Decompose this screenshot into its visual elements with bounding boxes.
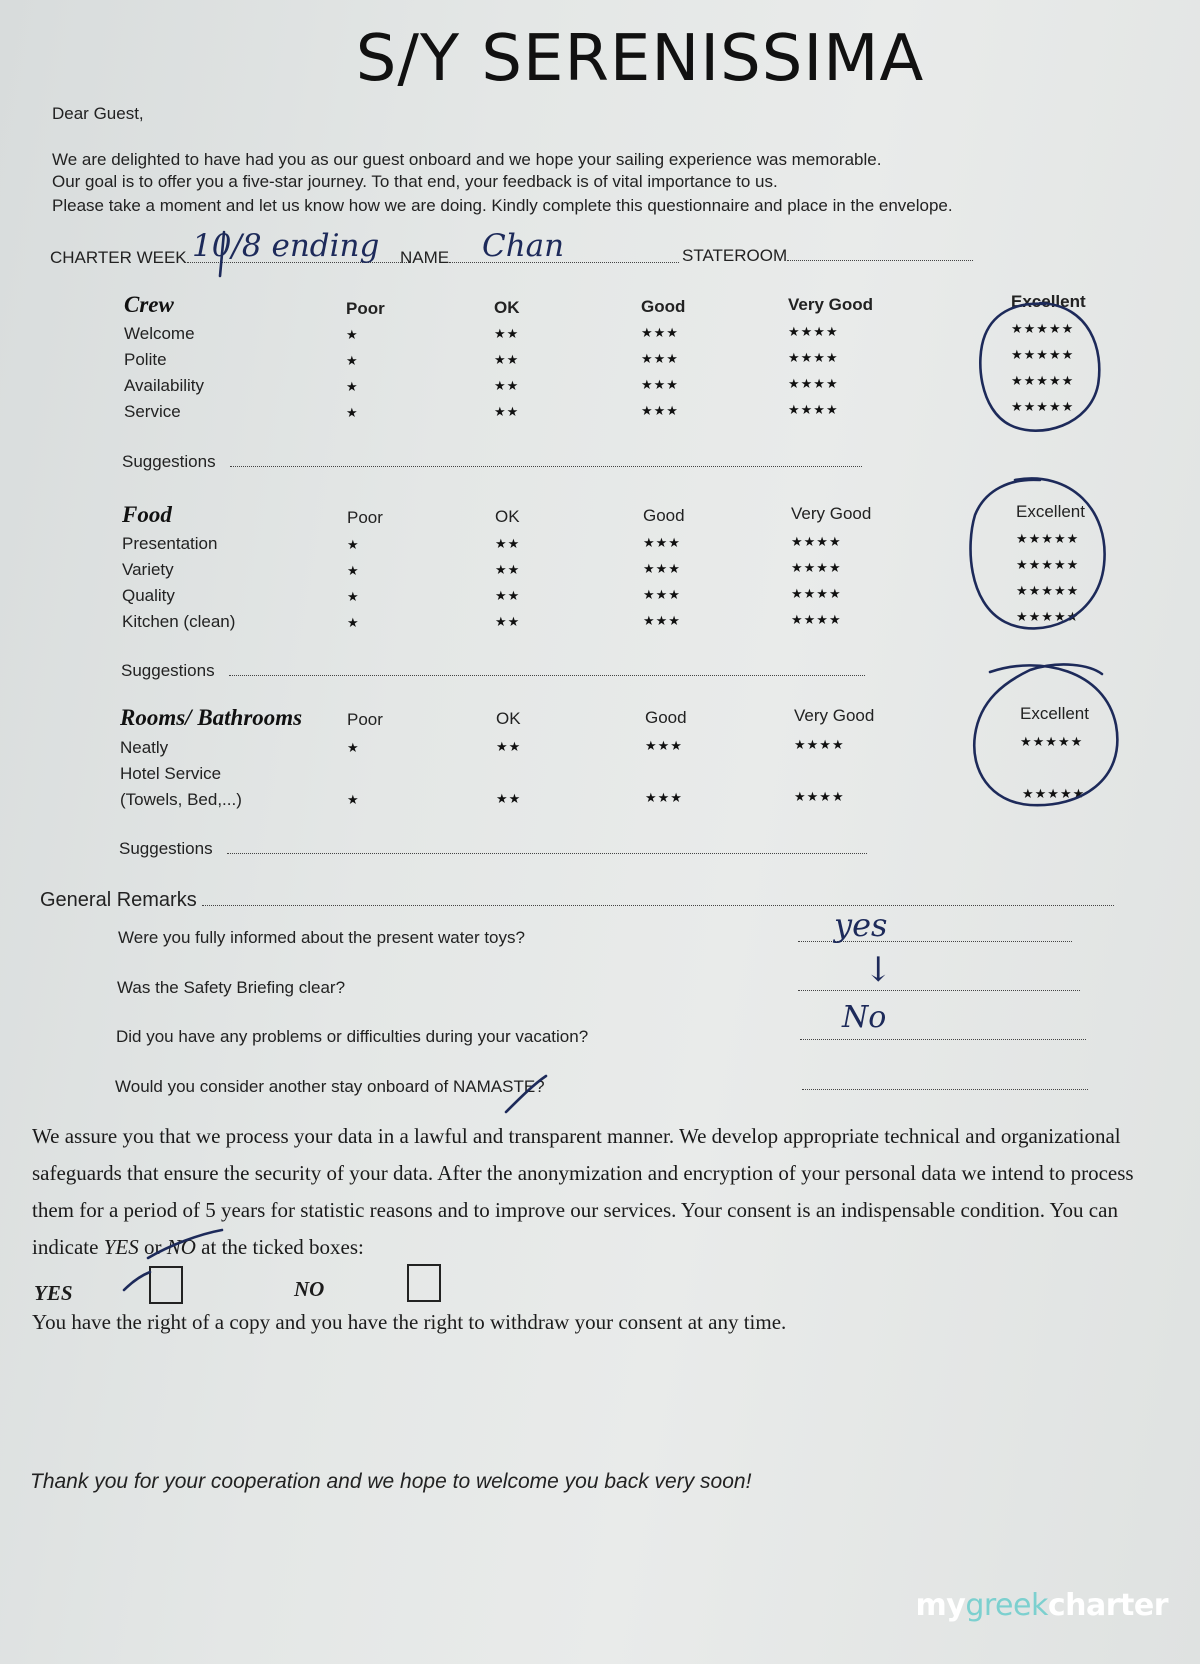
star-rating-very-good[interactable]: ★★★★: [788, 376, 839, 391]
intro-line-3: Please take a moment and let us know how we are doing. Kindly complete this questionnaire and place in the envelope.: [52, 196, 953, 215]
consent-or-word: or: [138, 1235, 167, 1259]
thank-you-note: Thank you for your cooperation and we hope to welcome you back very soon!: [30, 1470, 752, 1493]
star-rating-very-good[interactable]: ★★★★: [791, 586, 842, 601]
star-rating-poor[interactable]: ★: [347, 589, 360, 604]
general-remarks-label: General Remarks: [40, 889, 197, 911]
row-label-hotel-service: Hotel Service: [120, 764, 222, 783]
question-problems: Did you have any problems or difficulties during your vacation?: [116, 1027, 589, 1046]
answer-problems: No: [842, 1000, 887, 1035]
star-rating-poor[interactable]: ★: [347, 615, 360, 630]
star-rating-ok[interactable]: ★★: [496, 791, 522, 806]
star-rating-very-good[interactable]: ★★★★: [794, 737, 845, 752]
row-label-availability: Availability: [124, 376, 205, 395]
star-rating-good[interactable]: ★★★: [643, 535, 681, 550]
star-rating-poor[interactable]: ★: [347, 563, 360, 578]
intro-line-1: We are delighted to have had you as our guest onboard and we hope your sailing experience was memorable.: [52, 150, 882, 169]
star-rating-excellent[interactable]: ★★★★★: [1011, 347, 1075, 362]
col-poor: Poor: [347, 508, 383, 527]
excellent-circle-crew: [980, 303, 1099, 431]
stateroom-label: STATEROOM: [682, 246, 788, 265]
row-label-neatly: Neatly: [120, 738, 169, 757]
col-poor: Poor: [347, 710, 383, 729]
col-excellent: Excellent: [1020, 704, 1089, 723]
star-rating-ok[interactable]: ★★: [494, 404, 520, 419]
star-rating-good[interactable]: ★★★: [641, 351, 679, 366]
greeting: Dear Guest,: [52, 104, 144, 123]
suggestions-label: Suggestions: [119, 839, 213, 858]
star-rating-good[interactable]: ★★★: [643, 561, 681, 576]
star-rating-excellent[interactable]: ★★★★★: [1016, 557, 1080, 572]
row-label-variety: Variety: [122, 560, 174, 579]
star-rating-excellent[interactable]: ★★★★★: [1011, 321, 1075, 336]
star-rating-good[interactable]: ★★★: [643, 613, 681, 628]
col-ok: OK: [496, 709, 521, 728]
star-rating-ok[interactable]: ★★: [494, 378, 520, 393]
star-rating-good[interactable]: ★★★: [643, 587, 681, 602]
consent-no-label: NO: [294, 1277, 325, 1301]
excellent-circle-rooms: [974, 664, 1117, 805]
star-rating-excellent[interactable]: ★★★★★: [1016, 609, 1080, 624]
charter-week-label: CHARTER WEEK: [50, 248, 187, 267]
consent-text-2: at the ticked boxes:: [195, 1235, 364, 1259]
star-rating-very-good[interactable]: ★★★★: [791, 560, 842, 575]
charter-week-underline: [220, 232, 224, 276]
row-label-polite: Polite: [124, 350, 167, 369]
star-rating-excellent[interactable]: ★★★★★: [1016, 583, 1080, 598]
question-another-stay: Would you consider another stay onboard of NAMASTE?: [115, 1077, 545, 1096]
question-safety-briefing: Was the Safety Briefing clear?: [117, 978, 346, 997]
name-value: Chan: [482, 228, 565, 264]
col-good: Good: [641, 297, 686, 316]
star-rating-poor[interactable]: ★: [347, 740, 360, 755]
star-rating-excellent[interactable]: ★★★★★: [1022, 786, 1086, 801]
star-rating-ok[interactable]: ★★: [495, 614, 521, 629]
star-rating-excellent[interactable]: ★★★★★: [1011, 399, 1075, 414]
star-rating-ok[interactable]: ★★: [496, 739, 522, 754]
brand-greek: greek: [965, 1588, 1048, 1623]
col-excellent: Excellent: [1016, 502, 1085, 521]
consent-text-1: We assure you that we process your data in a lawful and transparent manner. We develop appropriate technical and organizational safeguards that ensure the security of your data. After the anonymization and encryption of your personal data we intend to process them for a period of 5 years for statistic reasons and to improve our services. Your consent is an indispensable condition. You can indicate: [32, 1124, 1134, 1259]
consent-slash: [148, 1230, 222, 1258]
consent-yes-label: YES: [34, 1281, 73, 1305]
answer-safety-briefing: ↓: [864, 950, 893, 990]
col-good: Good: [645, 708, 687, 727]
star-rating-ok[interactable]: ★★: [495, 562, 521, 577]
star-rating-poor[interactable]: ★: [347, 537, 360, 552]
suggestions-label: Suggestions: [122, 452, 216, 471]
star-rating-good[interactable]: ★★★: [641, 377, 679, 392]
col-very-good: Very Good: [788, 295, 874, 314]
row-label-quality: Quality: [122, 586, 175, 605]
star-rating-very-good[interactable]: ★★★★: [788, 350, 839, 365]
star-rating-ok[interactable]: ★★: [494, 352, 520, 367]
star-rating-good[interactable]: ★★★: [645, 790, 683, 805]
star-rating-poor[interactable]: ★: [346, 405, 359, 420]
row-label-welcome: Welcome: [124, 324, 195, 343]
consent-copy-right: You have the right of a copy and you have the right to withdraw your consent at any time.: [32, 1310, 787, 1334]
section-title-rooms: Rooms/ Bathrooms: [120, 705, 303, 730]
star-rating-very-good[interactable]: ★★★★: [794, 789, 845, 804]
row-label-presentation: Presentation: [122, 534, 218, 553]
star-rating-poor[interactable]: ★: [346, 379, 359, 394]
name-label: NAME: [400, 248, 450, 267]
col-ok: OK: [494, 298, 520, 317]
star-rating-poor[interactable]: ★: [347, 792, 360, 807]
star-rating-good[interactable]: ★★★: [645, 738, 683, 753]
star-rating-very-good[interactable]: ★★★★: [791, 534, 842, 549]
star-rating-poor[interactable]: ★: [346, 353, 359, 368]
excellent-circle-food: [971, 478, 1105, 628]
star-rating-very-good[interactable]: ★★★★: [791, 612, 842, 627]
page-title: S/Y SERENISSIMA: [355, 22, 925, 96]
intro-line-2: Our goal is to offer you a five-star journey. To that end, your feedback is of vital importance to us.: [52, 172, 778, 191]
charter-week-value: 10/8 ending: [192, 228, 380, 264]
star-rating-ok[interactable]: ★★: [495, 588, 521, 603]
col-ok: OK: [495, 507, 520, 526]
star-rating-ok[interactable]: ★★: [494, 326, 520, 341]
col-poor: Poor: [346, 299, 385, 318]
col-very-good: Very Good: [791, 504, 872, 523]
namaste-strike: [506, 1076, 546, 1112]
star-rating-excellent[interactable]: ★★★★★: [1011, 373, 1075, 388]
star-rating-very-good[interactable]: ★★★★: [788, 324, 839, 339]
star-rating-excellent[interactable]: ★★★★★: [1016, 531, 1080, 546]
brand-charter: charter: [1047, 1588, 1168, 1623]
star-rating-very-good[interactable]: ★★★★: [788, 402, 839, 417]
star-rating-poor[interactable]: ★: [346, 327, 359, 342]
col-excellent: Excellent: [1011, 292, 1086, 311]
yes-check-mark: [124, 1272, 150, 1290]
row-label-towels-bed: (Towels, Bed,...): [120, 790, 242, 809]
question-water-toys: Were you fully informed about the present water toys?: [118, 928, 525, 947]
answer-water-toys: yes: [834, 906, 888, 944]
star-rating-ok[interactable]: ★★: [495, 536, 521, 551]
col-very-good: Very Good: [794, 706, 875, 725]
star-rating-good[interactable]: ★★★: [641, 403, 679, 418]
brand-my: my: [915, 1588, 966, 1623]
consent-yes-word: YES: [103, 1235, 139, 1259]
row-label-service: Service: [124, 402, 181, 421]
star-rating-excellent[interactable]: ★★★★★: [1020, 734, 1084, 749]
col-good: Good: [643, 506, 685, 525]
row-label-kitchen: Kitchen (clean): [122, 612, 236, 631]
suggestions-label: Suggestions: [121, 661, 215, 680]
star-rating-good[interactable]: ★★★: [641, 325, 679, 340]
section-title-crew: Crew: [124, 292, 174, 317]
section-title-food: Food: [122, 502, 172, 527]
consent-no-word: NO: [166, 1235, 196, 1259]
